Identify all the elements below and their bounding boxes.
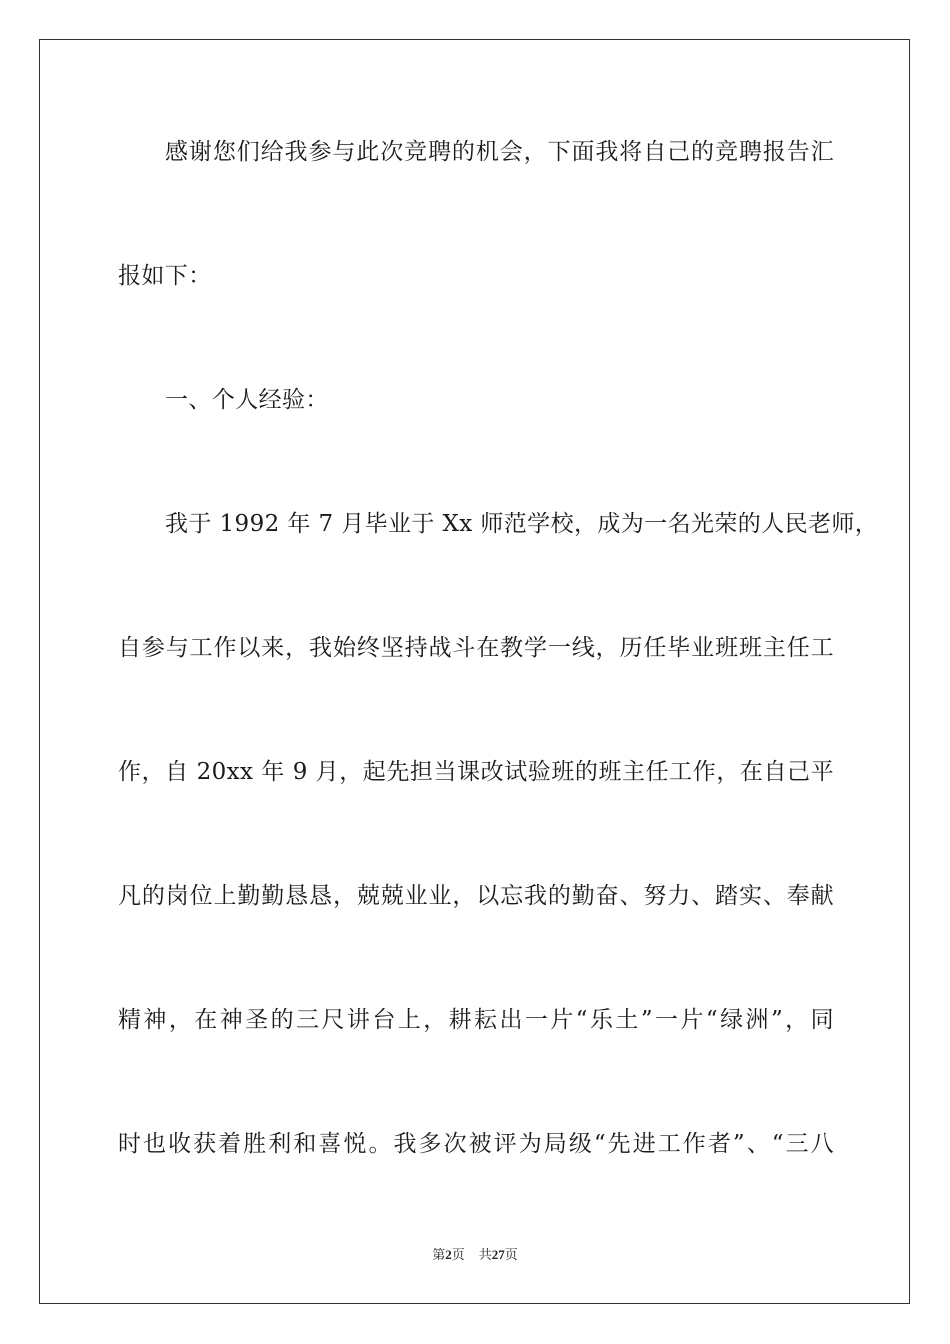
section-heading: 一、个人经验： <box>165 387 329 413</box>
footer-page-suffix: 页 <box>451 1247 465 1262</box>
paragraph-line-4: 我于 1992 年 7 月毕业于 Xx 师范学校，成为一名光荣的人民老师， <box>165 511 879 537</box>
paragraph-line-6: 作，自 20xx 年 9 月，起先担当课改试验班的班主任工作，在自己平 <box>118 759 834 785</box>
page-border <box>39 39 910 1304</box>
paragraph-line-8: 精神，在神圣的三尺讲台上，耕耘出一片“乐土”一片“绿洲”，同 <box>118 1007 834 1033</box>
page-footer <box>0 1247 950 1263</box>
paragraph-line-2: 报如下： <box>118 263 212 289</box>
paragraph-line-7: 凡的岗位上勤勤恳恳，兢兢业业，以忘我的勤奋、努力、踏实、奉献 <box>118 883 834 909</box>
footer-total-suffix: 页 <box>504 1247 518 1262</box>
footer-page-prefix: 第 <box>432 1247 446 1262</box>
footer-page-number: 2 <box>445 1247 452 1262</box>
footer-total-pages: 27 <box>491 1247 505 1262</box>
paragraph-line-5: 自参与工作以来，我始终坚持战斗在教学一线，历任毕业班班主任工 <box>118 635 834 661</box>
footer-total-prefix: 共 <box>478 1247 492 1262</box>
paragraph-line-9: 时也收获着胜利和喜悦。我多次被评为局级“先进工作者”、“三八 <box>118 1131 834 1157</box>
paragraph-line-1: 感谢您们给我参与此次竞聘的机会，下面我将自己的竞聘报告汇 <box>165 139 834 165</box>
